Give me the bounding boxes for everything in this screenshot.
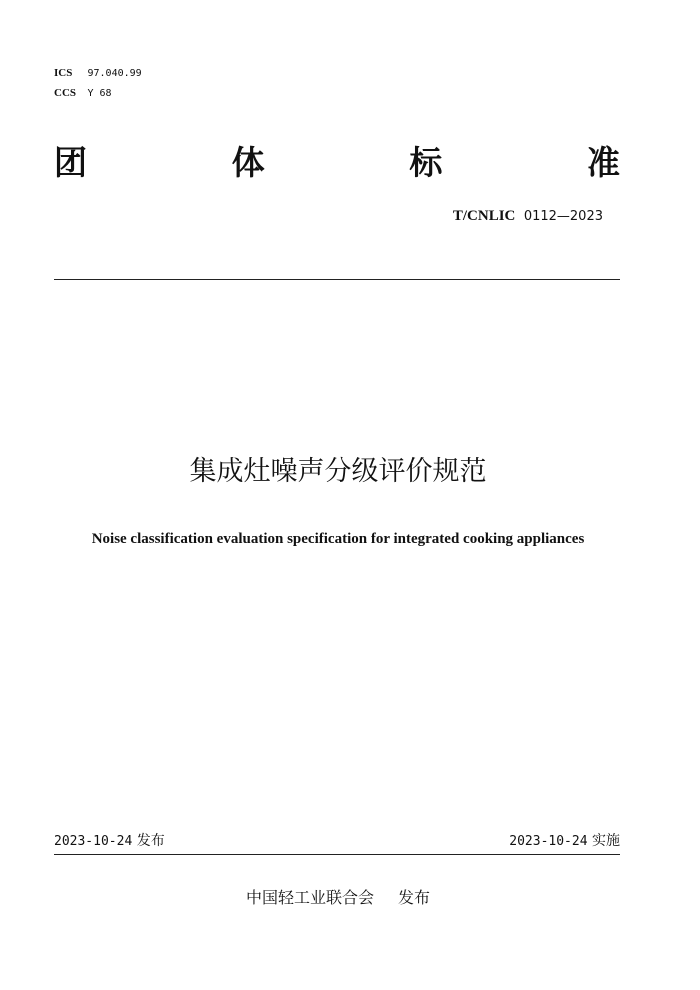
issue-date-line bbox=[54, 831, 165, 852]
standard-type-char: 团 bbox=[54, 143, 87, 182]
implement-date-line bbox=[509, 831, 620, 852]
issue-label: 发布 bbox=[136, 833, 165, 849]
publisher-line bbox=[0, 886, 676, 910]
implement-label: 实施 bbox=[592, 833, 620, 849]
standard-type-heading bbox=[54, 140, 620, 186]
ccs-line bbox=[54, 83, 142, 103]
standard-type-char: 标 bbox=[409, 143, 443, 182]
issue-date: 2023-10-24 bbox=[54, 834, 133, 849]
ccs-label: CCS bbox=[54, 87, 77, 99]
standard-number-prefix: T/CNLIC bbox=[452, 208, 516, 224]
standard-type-char: 体 bbox=[231, 143, 265, 182]
standard-type-char: 准 bbox=[586, 143, 620, 182]
implement-date: 2023-10-24 bbox=[509, 834, 588, 849]
ics-label: ICS bbox=[54, 67, 73, 79]
ccs-value: Y 68 bbox=[87, 88, 112, 99]
classification-block bbox=[54, 63, 142, 103]
ics-line bbox=[54, 63, 142, 83]
top-divider bbox=[54, 279, 620, 280]
ics-value: 97.040.99 bbox=[87, 68, 142, 79]
publisher-action: 发布 bbox=[398, 888, 431, 907]
publisher-name: 中国轻工业联合会 bbox=[245, 888, 374, 907]
standard-number-code: 0112—2023 bbox=[523, 209, 603, 224]
english-title: Noise classification evaluation specification for integrated cooking appliances bbox=[91, 531, 585, 547]
standard-number bbox=[453, 206, 603, 227]
bottom-divider bbox=[54, 854, 620, 855]
chinese-title: 集成灶噪声分级评价规范 bbox=[189, 456, 487, 487]
